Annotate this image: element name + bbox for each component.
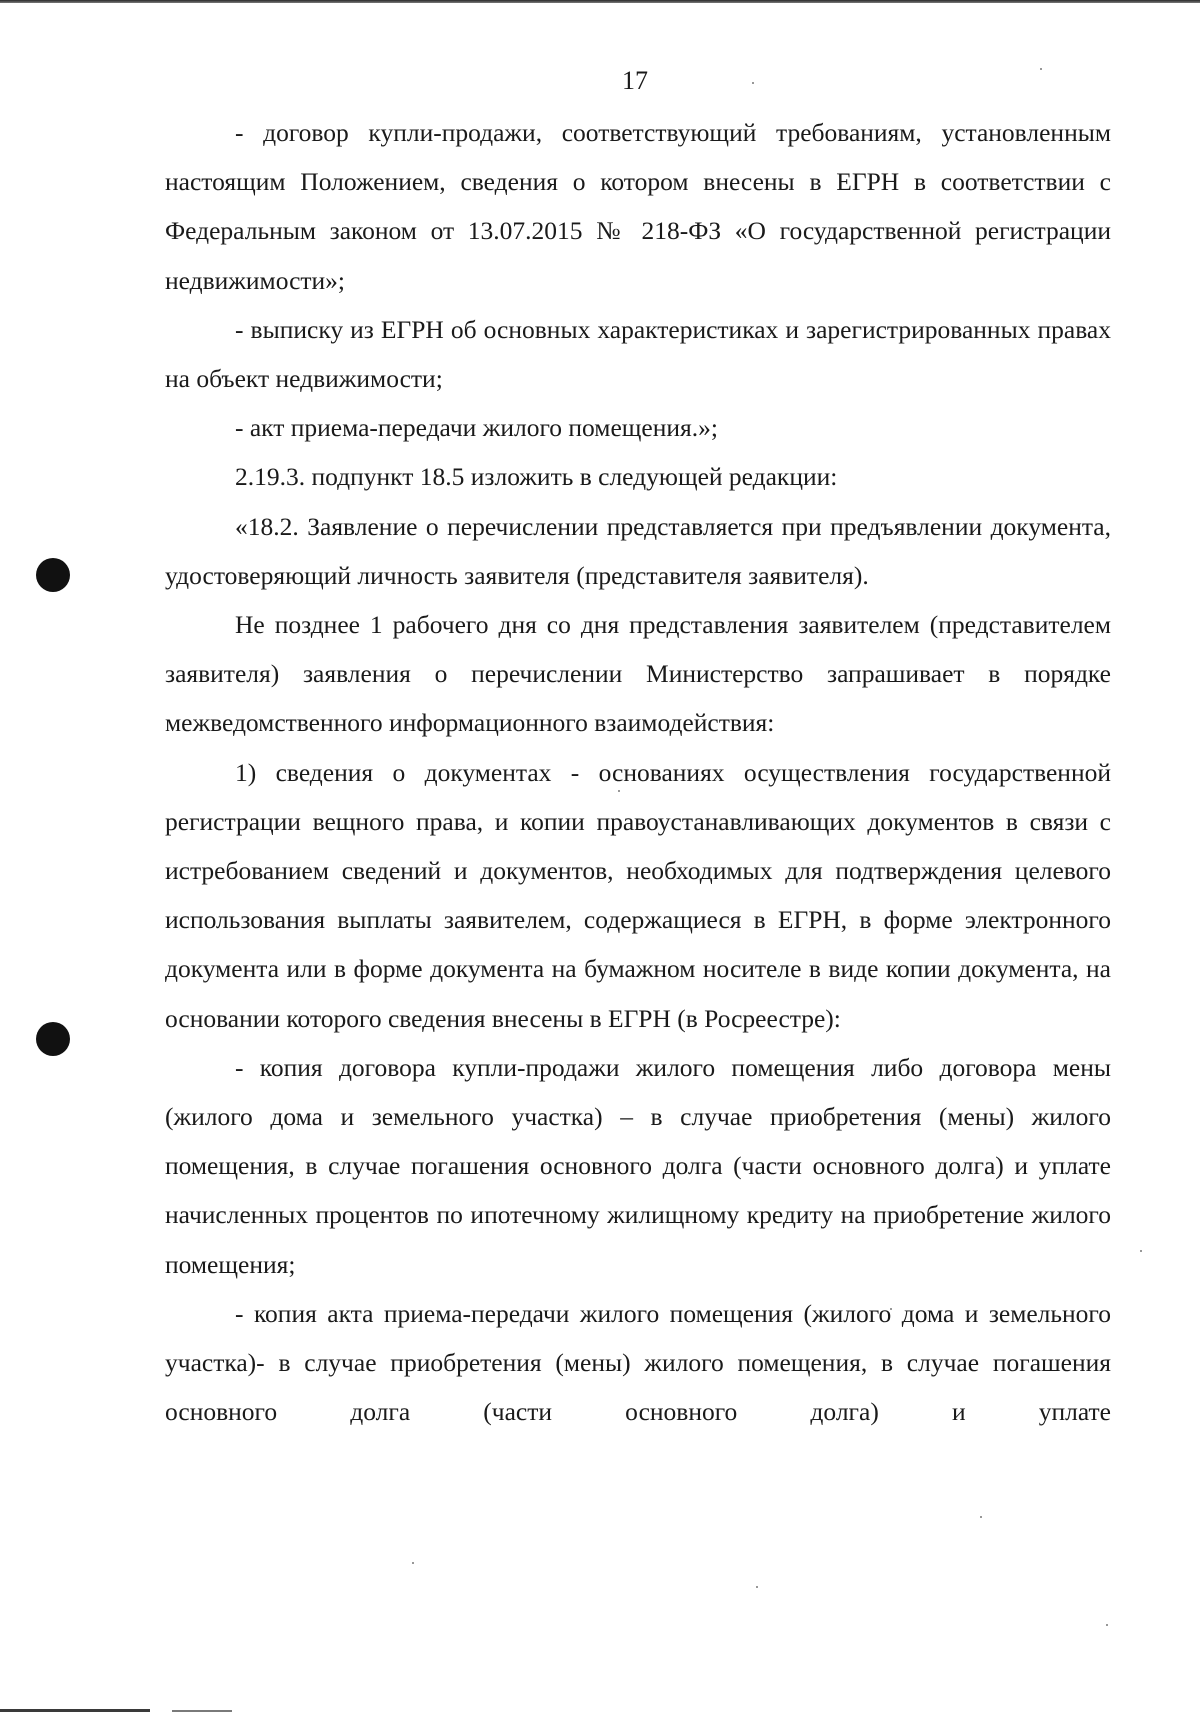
page-number: 17 <box>622 66 648 95</box>
scan-top-edge <box>0 0 1200 3</box>
scan-bottom-edge-mark <box>172 1710 232 1712</box>
scan-speck <box>756 1586 758 1588</box>
paragraph-egrn-extract-item: - выписку из ЕГРН об основных характеристиках и зарегистрированных правах на объект недвижимости; <box>165 314 1111 394</box>
scan-speck <box>980 1516 982 1518</box>
paragraph-amendment-2-19-3: 2.19.3. подпункт 18.5 изложить в следующей редакции: <box>235 462 838 492</box>
scan-speck <box>1106 1624 1108 1626</box>
paragraph-transfer-act-copy: - копия акта приема-передачи жилого помещения (жилого дома и земельного участка)- в случае приобретения (мены) жилого помещения, в случае погашения основного долга (части основного долга) и уплате <box>165 1298 1111 1427</box>
paragraph-item-1-documents: 1) сведения о документах - основаниях осуществления государственной регистрации вещного права, и копии правоустанавливающих документов в связи с истребованием сведений и документов, необходимых для подтверждения целевого использования выплаты заявителем, содержащиеся в ЕГРН, в форме электронного документа или в форме документа на бумажном носителе в виде копии документа, на основании которого сведения внесены в ЕГРН (в Росреестре): <box>165 757 1111 1033</box>
scan-bottom-edge <box>0 1709 150 1712</box>
paragraph-contract-item: - договор купли-продажи, соответствующий требованиям, установленным настоящим Положением, сведения о котором внесены в ЕГРН в соответствии с Федеральным законом от 13.07.2015 № 218-ФЗ «О государственной регистрации недвижимости»; <box>165 118 1111 295</box>
scan-speck <box>1140 1250 1142 1252</box>
punch-hole-upper <box>36 558 70 592</box>
document-body <box>165 108 1111 1436</box>
punch-hole-lower <box>36 1022 70 1056</box>
paragraph-ministry-request: Не позднее 1 рабочего дня со дня представления заявителем (представителем заявителя) заявления о перечислении Министерство запрашивает в порядке межведомственного информационного взаимодействия: <box>165 610 1111 738</box>
paragraph-transfer-act-item: - акт приема-передачи жилого помещения.»; <box>235 413 718 443</box>
paragraph-sale-contract-copy: - копия договора купли-продажи жилого помещения либо договора мены (жилого дома и земельного участка) – в случае приобретения (мены) жилого помещения, в случае погашения основного долга (части основного долга) и уплате начисленных процентов по ипотечному жилищному кредиту на приобретение жилого помещения; <box>165 1052 1111 1279</box>
paragraph-clause-18-2: «18.2. Заявление о перечислении представляется при предъявлении документа, удостоверяющий личность заявителя (представителя заявителя). <box>165 511 1111 590</box>
scan-speck <box>412 1562 414 1564</box>
